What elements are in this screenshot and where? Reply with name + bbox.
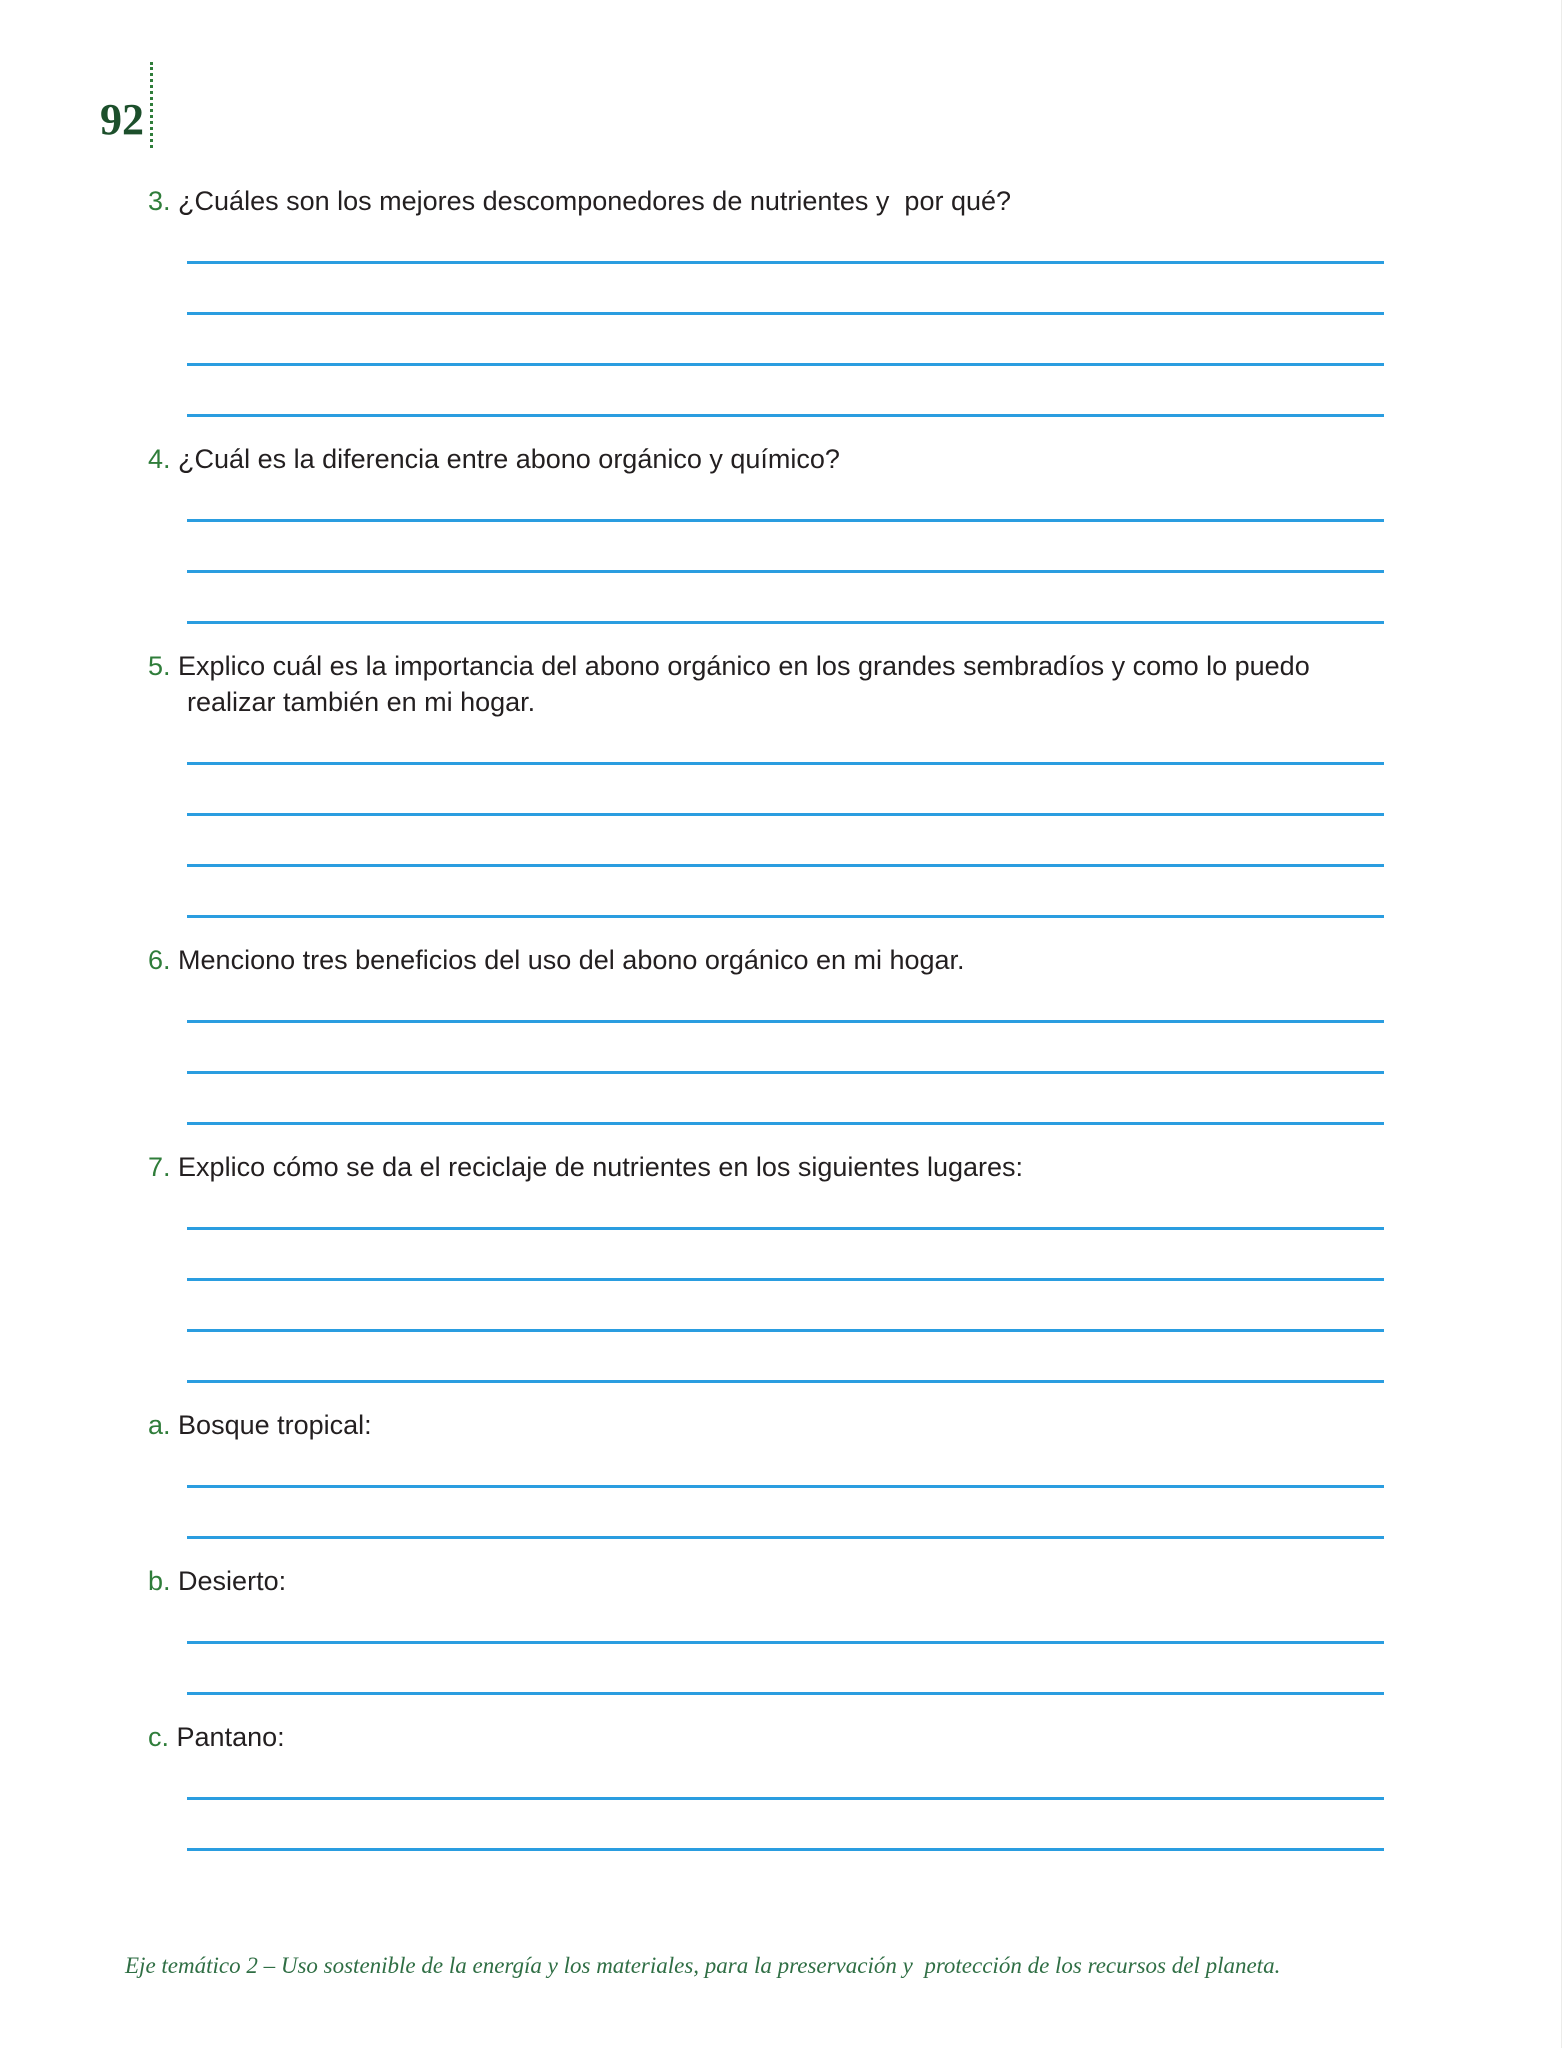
footer-theme-caption: Eje temático 2 – Uso sostenible de la energía y los materiales, para la preservación y protección de los recursos del planeta. (125, 1953, 1281, 1978)
subitem-a (148, 1407, 1384, 1539)
answer-line (187, 1071, 1384, 1074)
question-5 (148, 648, 1384, 918)
question-heading (148, 441, 1384, 477)
answer-line (187, 1536, 1384, 1539)
answer-lines (187, 1227, 1384, 1383)
subitem-letter: b. (148, 1566, 171, 1596)
question-6 (148, 942, 1384, 1125)
subitem-heading (148, 1719, 1384, 1755)
question-3 (148, 183, 1384, 417)
question-heading (148, 942, 1384, 978)
answer-lines (187, 519, 1384, 624)
subitem-text: Desierto: (178, 1566, 287, 1596)
answer-line (187, 1797, 1384, 1800)
question-heading (148, 1149, 1384, 1185)
subitem-c (148, 1719, 1384, 1851)
question-number: 6. (148, 945, 171, 975)
answer-line (187, 1020, 1384, 1023)
question-7 (148, 1149, 1384, 1383)
answer-lines (187, 1797, 1384, 1851)
answer-line (187, 1692, 1384, 1695)
answer-lines (187, 1020, 1384, 1125)
question-number: 3. (148, 186, 171, 216)
question-text: Menciono tres beneficios del uso del abono orgánico en mi hogar. (178, 945, 965, 975)
question-text: Explico cuál es la importancia del abono orgánico en los grandes sembradíos y como lo puedo realizar también en mi hogar. (178, 651, 1318, 717)
answer-line (187, 1380, 1384, 1383)
answer-lines (187, 1641, 1384, 1695)
subitem-letter: c. (148, 1722, 170, 1752)
answer-line (187, 915, 1384, 918)
answer-line (187, 363, 1384, 366)
answer-line (187, 1641, 1384, 1644)
answer-line (187, 261, 1384, 264)
question-number: 4. (148, 444, 171, 474)
answer-line (187, 1278, 1384, 1281)
answer-line (187, 312, 1384, 315)
subitem-b (148, 1563, 1384, 1695)
question-heading (148, 183, 1384, 219)
subitem-text: Pantano: (176, 1722, 285, 1752)
question-4 (148, 441, 1384, 624)
question-number: 5. (148, 651, 171, 681)
question-number: 7. (148, 1152, 171, 1182)
subitem-heading (148, 1563, 1384, 1599)
page-number-dotted-divider (150, 62, 153, 148)
scan-edge-line (1561, 0, 1562, 2048)
answer-line (187, 414, 1384, 417)
answer-line (187, 813, 1384, 816)
subitem-heading (148, 1407, 1384, 1443)
answer-lines (187, 762, 1384, 918)
answer-line (187, 1329, 1384, 1332)
answer-line (187, 519, 1384, 522)
question-heading (148, 648, 1384, 720)
worksheet-content (148, 183, 1384, 1851)
question-text: Explico cómo se da el reciclaje de nutrientes en los siguientes lugares: (178, 1152, 1024, 1182)
answer-line (187, 864, 1384, 867)
page-number: 92 (100, 95, 144, 144)
answer-line (187, 570, 1384, 573)
subitem-text: Bosque tropical: (178, 1410, 372, 1440)
answer-lines (187, 1485, 1384, 1539)
answer-lines (187, 261, 1384, 417)
answer-line (187, 1485, 1384, 1488)
question-text: ¿Cuáles son los mejores descomponedores de nutrientes y por qué? (178, 186, 1012, 216)
answer-line (187, 621, 1384, 624)
answer-line (187, 1227, 1384, 1230)
answer-line (187, 762, 1384, 765)
answer-line (187, 1122, 1384, 1125)
answer-line (187, 1848, 1384, 1851)
subitem-letter: a. (148, 1410, 171, 1440)
question-text: ¿Cuál es la diferencia entre abono orgánico y químico? (178, 444, 840, 474)
